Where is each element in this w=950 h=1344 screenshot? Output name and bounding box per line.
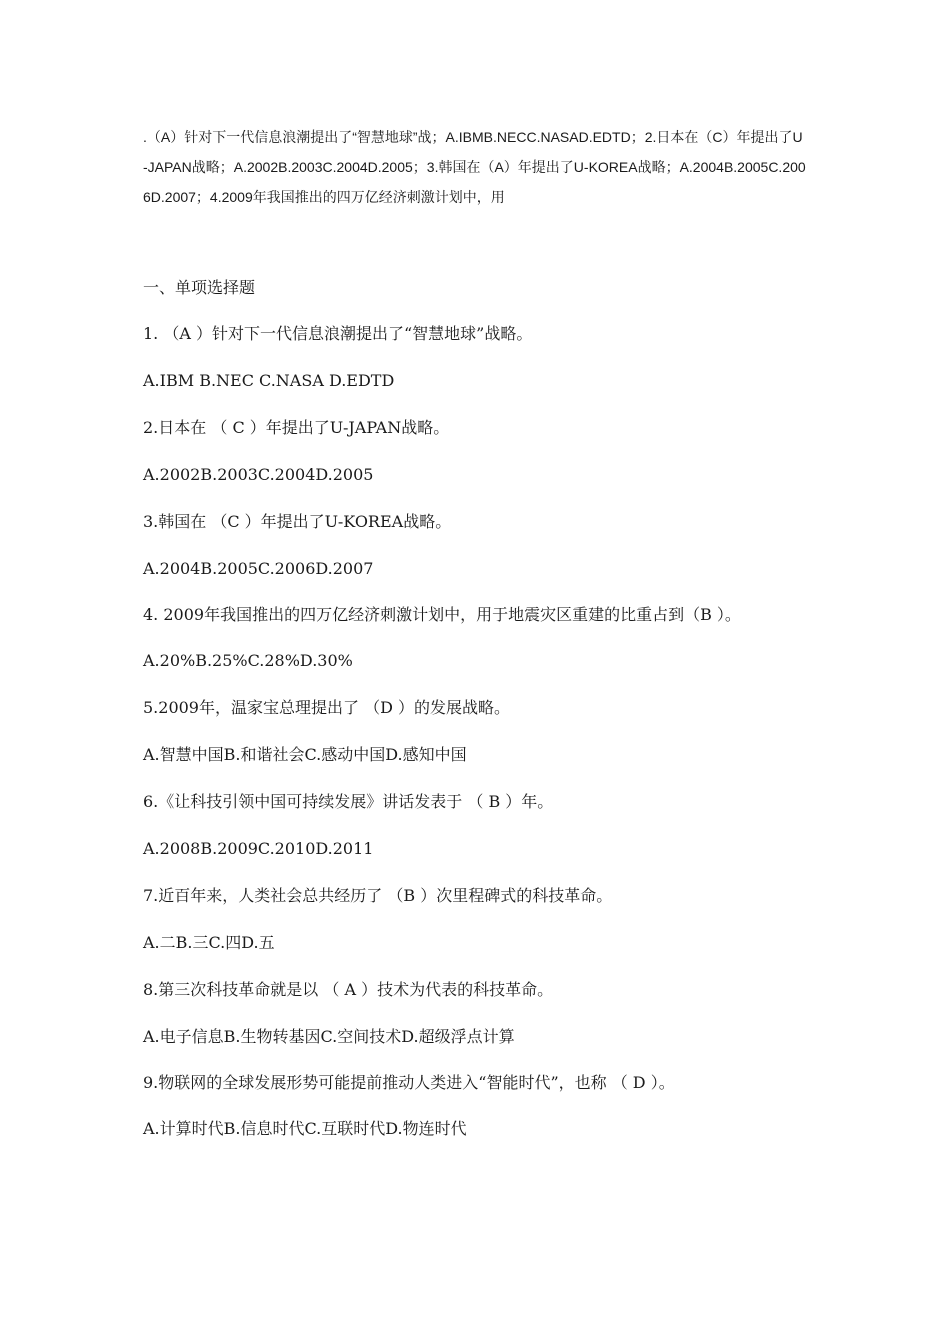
question-3: 3.韩国在 （C ）年提出了U-KOREA战略。 <box>143 512 452 531</box>
section-title: 一、单项选择题 <box>143 278 256 297</box>
question-5: 5.2009年，温家宝总理提出了 （D ）的发展战略。 <box>143 698 510 717</box>
question-4: 4. 2009年我国推出的四万亿经济刺激计划中，用于地震灾区重建的比重占到（B ）。 <box>143 605 741 624</box>
options-8: A.电子信息B.生物转基因C.空间技术D.超级浮点计算 <box>143 1027 515 1046</box>
question-1: 1. （A ）针对下一代信息浪潮提出了“智慧地球”战略。 <box>143 324 533 343</box>
question-7: 7.近百年来，人类社会总共经历了 （B ）次里程碑式的科技革命。 <box>143 886 613 905</box>
options-3: A.2004B.2005C.2006D.2007 <box>143 559 374 578</box>
summary-paragraph: .（A）针对下一代信息浪潮提出了“智慧地球”战；A.IBMB.NECC.NASAD.EDTD；2.日本在（C）年提出了U-JAPAN战略；A.2002B.2003C.2004D.2005；3.韩国在（A）年提出了U-KOREA战略；A.2004B.2005C.2006D.2007；4.2009年我国推出的四万亿经济刺激计划中，用 <box>143 129 806 205</box>
options-7: A.二B.三C.四D.五 <box>143 933 275 952</box>
question-9: 9.物联网的全球发展形势可能提前推动人类进入“智能时代”，也称 （ D ）。 <box>143 1073 675 1092</box>
options-9: A.计算时代B.信息时代C.互联时代D.物连时代 <box>143 1119 467 1138</box>
options-4: A.20%B.25%C.28%D.30% <box>143 651 353 670</box>
options-6: A.2008B.2009C.2010D.2011 <box>143 839 374 858</box>
question-list <box>143 276 813 1164</box>
options-1: A.IBM B.NEC C.NASA D.EDTD <box>143 371 395 390</box>
question-8: 8.第三次科技革命就是以 （ A ）技术为代表的科技革命。 <box>143 980 554 999</box>
options-5: A.智慧中国B.和谐社会C.感动中国D.感知中国 <box>143 745 467 764</box>
question-6: 6.《让科技引领中国可持续发展》讲话发表于 （ B ）年。 <box>143 792 554 811</box>
question-2: 2.日本在 （ C ）年提出了U-JAPAN战略。 <box>143 418 450 437</box>
options-2: A.2002B.2003C.2004D.2005 <box>143 465 374 484</box>
